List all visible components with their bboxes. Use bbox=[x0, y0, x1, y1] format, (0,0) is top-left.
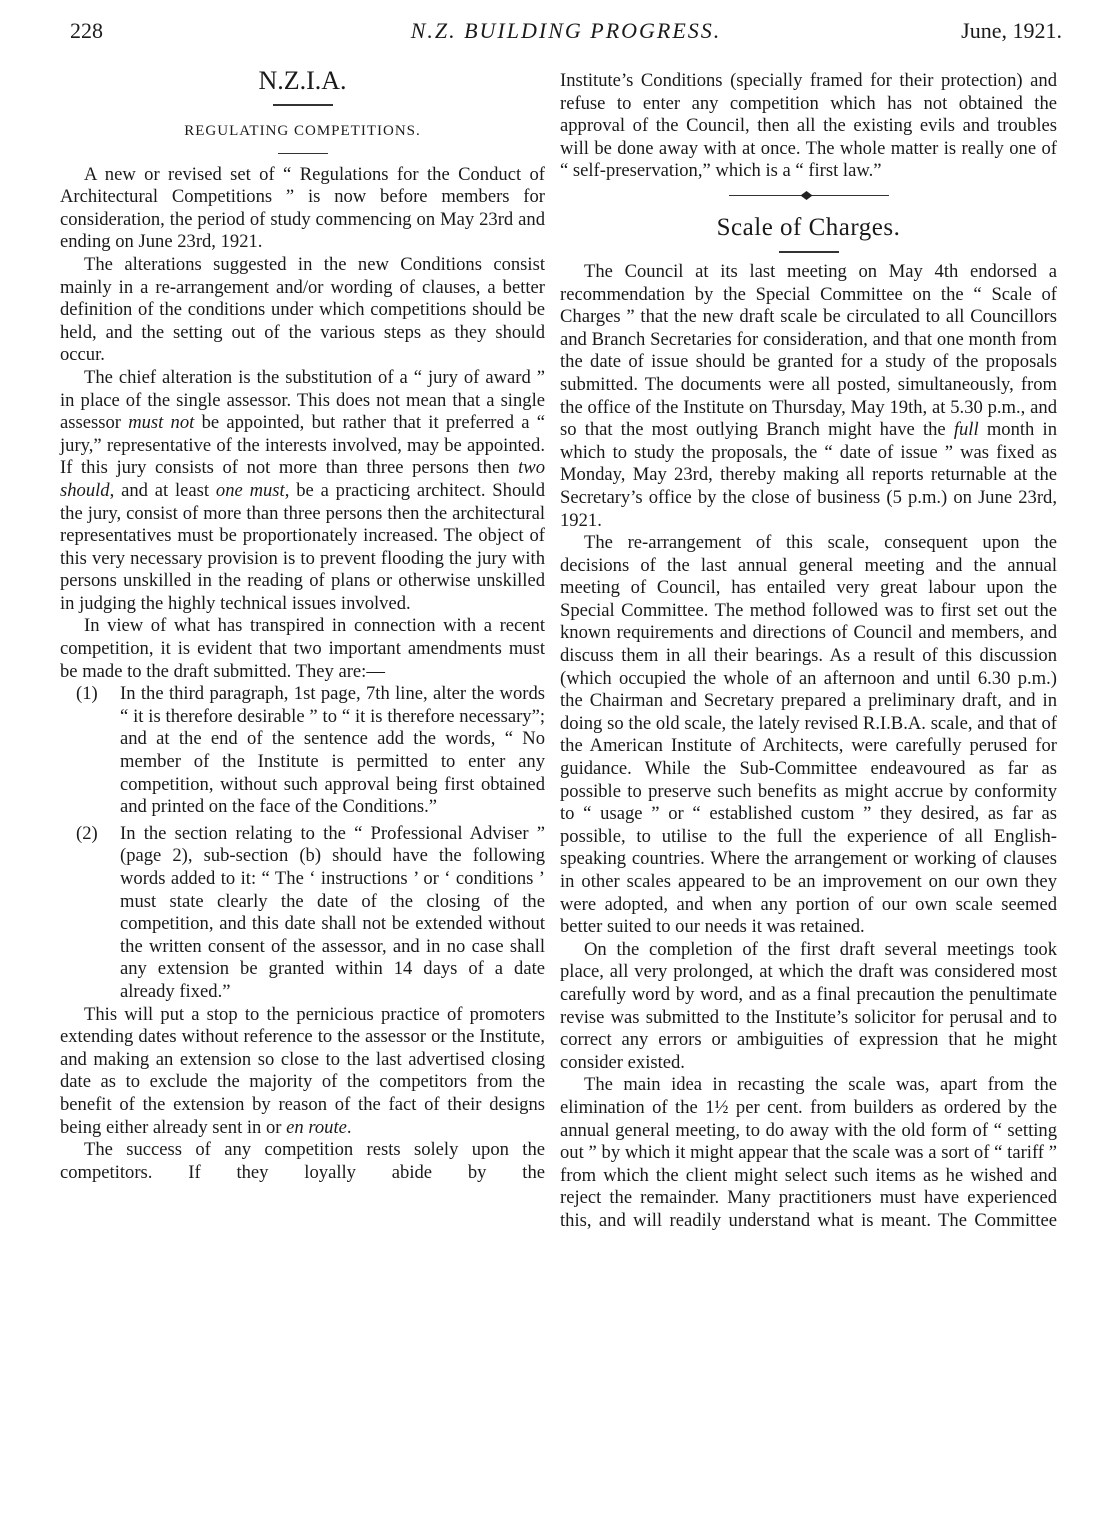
issue-date: June, 1921. bbox=[961, 18, 1062, 43]
paragraph: A new or revised set of “ Regulations for the Conduct of Architectural Competitions ” is now before members for consideration, the period of study commencing on May 23rd and ending on June 23rd, 1921. bbox=[60, 163, 545, 253]
italic-text: two should bbox=[60, 457, 545, 501]
paragraph: The main idea in recasting the scale was, apart from the elimination of the 1½ per cent. from builders as ordered by the annual general meeting, to do away with the old form of “ setting out ” by which it might appear that the scale was a sort of “ tariff ” from which the client might select such items as he wished and reject the remainder. Many practitioners must have experienced this, and will readily understand what is meant. The Committee bbox=[560, 1074, 1057, 1231]
paragraph: The re-arrangement of this scale, consequent upon the decisions of the last annual general meeting and the annual meeting of Council, has entailed very great labour upon the Special Committee. The method followed was to first set out the known requirements and directions of Council and members, and discuss them in all their bearings. As a result of this discussion (which occupied the whole of an afternoon and until 6.30 p.m.) the Chairman and Secretary prepared a preliminary draft, and in doing so the old scale, the lately revised R.I.B.A. scale, and that of the American Institute of Architects, were carefully perused for guidance. While the Sub-Committee endeavoured as far as possible to preserve such benefits as might accrue by conformity to “ usage ” or “ established custom ” they desired, as far as possible, to utilise to the full the experience of all English-speaking countries. Where the arrangement or working of clauses in other scales appeared to be an improvement on our own they were adopted, and when any portion of our own scale seemed better suited to our needs it was retained. bbox=[560, 532, 1057, 938]
subheading-regulating-competitions: REGULATING COMPETITIONS. bbox=[184, 123, 421, 139]
italic-text: en route bbox=[286, 1116, 347, 1138]
diamond-ornament-icon bbox=[801, 191, 813, 200]
amendment-item-2 bbox=[60, 823, 545, 1004]
italic-text: one must bbox=[215, 479, 285, 501]
list-item-text: In the third paragraph, 1st page, 7th line, alter the words “ it is therefore desirable ” to “ it is therefore necessary”; and at the end of the sentence add the words, “ No member of the Institute is permitted to enter any competition, without such approval being first obtained and printed on the face of the Conditions.” bbox=[120, 683, 545, 818]
paragraph: The success of any competition rests solely upon the competitors. If they loyally abide by the bbox=[60, 1139, 545, 1183]
section-title-scale-of-charges: Scale of Charges. bbox=[716, 213, 901, 241]
paragraph: On the completion of the first draft several meetings took place, all very prolonged, at which the draft was considered most carefully word by word, and as a final precaution the penultimate revise was submitted to the Institute’s solicitor for perusal and to correct any errors or ambiguities of expression that he might consider existed. bbox=[560, 938, 1057, 1073]
title-rule bbox=[273, 104, 333, 106]
list-number: (2) bbox=[76, 822, 98, 844]
right-column bbox=[560, 70, 1057, 1233]
title-rule bbox=[779, 251, 839, 253]
page-number: 228 bbox=[70, 18, 103, 43]
list-number: (1) bbox=[76, 683, 98, 705]
paragraph: The alterations suggested in the new Conditions consist mainly in a re-arrangement and/or wording of clauses, a better definition of the conditions under which competitions should be held, and the setting out of the various steps as they should occur. bbox=[60, 253, 545, 366]
left-column bbox=[60, 62, 545, 1184]
paragraph: Institute’s Conditions (specially framed for their protection) and refuse to enter any competition which has not obtained the approval of the Council, then all the existing evils and troubles will be done away with at once. The whole matter is really one of “ self-preservation,” which is a “ first law.” bbox=[560, 70, 1057, 182]
paragraph: This will put a stop to the pernicious practice of promoters extending dates without reference to the assessor or the Institute, and making an extension so close to the last advertised closing date as to exclude the majority of the competitors from the benefit of the extension by reason of the fact of their designs being either already sent in or en route. bbox=[60, 1003, 545, 1138]
paragraph: The Council at its last meeting on May 4th endorsed a recommendation by the Special Committee on the “ Scale of Charges ” that the new draft scale be circulated to all Councillors and Branch Secretaries for consideration, and that one month from the date of issue should be granted for a study of the proposals submitted. The documents were all posted, simultaneously, from the office of the Institute on Thursday, May 19th, at 5.30 p.m., and so that the most outlying Branch might have the full month in which to study the proposals, the “ date of issue ” was fixed as Monday, May 23rd, thereby making all reports returnable at the Secretary’s office by the close of business (5 p.m.) on June 23rd, 1921. bbox=[560, 260, 1057, 531]
section-title-nzia: N.Z.I.A. bbox=[258, 66, 347, 95]
publication-title: N.Z. BUILDING PROGRESS. bbox=[410, 18, 722, 43]
italic-text: full bbox=[953, 419, 979, 441]
paragraph: The chief alteration is the substitution of a “ jury of award ” in place of the single assessor. This does not mean that a single assessor must not be appointed, but rather that it preferred a “ jury,” representative of the interests involved, may be appointed. If this jury consists of not more than three persons then two should, and at least one must, be a practicing architect. Should the jury, consist of more than three persons then the architectural representatives must be proportionately increased. The object of this very necessary provision is to prevent flooding the jury with persons unskilled in the reading of plans or otherwise unskilled in judging the highly technical issues involved. bbox=[60, 366, 545, 614]
subheading-rule bbox=[278, 153, 328, 154]
italic-text: must not bbox=[128, 412, 195, 434]
list-item-text: In the section relating to the “ Professional Adviser ” (page 2), sub-section (b) should have the following words added to it: “ The ‘ instructions ’ or ‘ conditions ’ must state clearly the date of the closing of the competition, and this date shall not be extended without the written consent of the assessor, and in no case shall any extension be granted within 14 days of a date already fixed.” bbox=[120, 822, 545, 1002]
paragraph: In view of what has transpired in connection with a recent competition, it is evident that two important amendments must be made to the draft submitted. They are:— bbox=[60, 615, 545, 682]
running-header bbox=[70, 14, 1062, 48]
amendment-item-1 bbox=[60, 683, 545, 819]
ornament-divider bbox=[729, 191, 889, 201]
